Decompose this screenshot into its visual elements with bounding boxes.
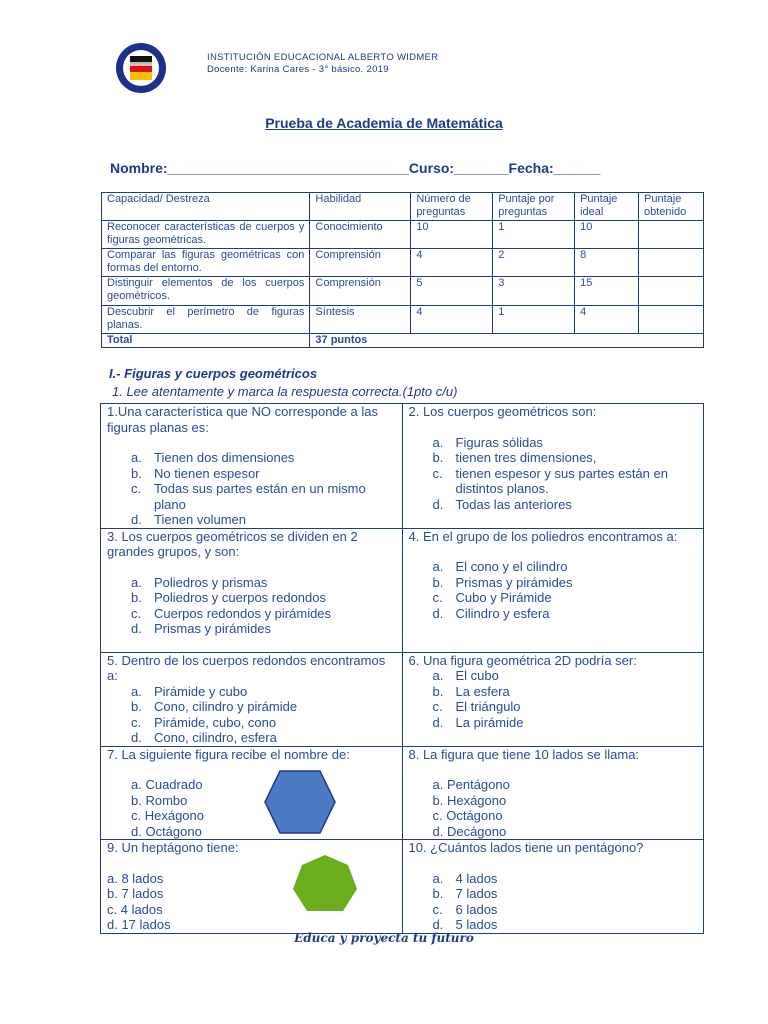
option-letter: b. xyxy=(432,886,444,901)
option-letter: b. xyxy=(131,699,142,714)
option-text: tienen tres dimensiones, xyxy=(455,450,597,465)
answer-option[interactable]: c. 4 lados xyxy=(107,901,163,917)
answer-option[interactable] xyxy=(409,575,698,591)
quiz-row xyxy=(101,404,704,529)
option-text: Cilindro y esfera xyxy=(455,605,550,621)
option-letter: d. xyxy=(432,714,444,730)
rubric-header-cell: Puntaje ideal xyxy=(575,193,639,221)
rubric-cell: Comparar las figuras geométricas con formas del entorno. xyxy=(102,249,310,277)
total-value: 37 puntos xyxy=(310,334,704,348)
rubric-header-cell: Habilidad xyxy=(310,193,411,221)
answer-option[interactable]: a. Cuadrado xyxy=(131,777,203,792)
school-logo xyxy=(115,42,167,94)
rubric-header-cell: Puntaje por preguntas xyxy=(493,193,575,221)
rubric-header-cell: Puntaje obtenido xyxy=(639,193,704,221)
question-4 xyxy=(402,528,704,652)
option-text: Prismas y pirámides xyxy=(154,621,272,636)
quiz-row xyxy=(101,652,704,746)
rubric-cell: 1 xyxy=(493,306,575,334)
rubric-cell: Distinguir elementos de los cuerpos geométricos. xyxy=(102,277,310,306)
rubric-cell: Conocimiento xyxy=(310,221,411,249)
rubric-cell: 8 xyxy=(575,249,639,277)
option-letter: a. xyxy=(432,559,444,574)
answer-option[interactable] xyxy=(409,886,698,902)
answer-option[interactable]: d. Decágono xyxy=(432,823,507,839)
answer-option[interactable] xyxy=(409,871,698,887)
answer-option[interactable] xyxy=(409,590,698,606)
rubric-cell: Comprensión xyxy=(310,249,411,277)
question-prompt: 4. En el grupo de los poliedros encontramos a: xyxy=(408,528,678,544)
rubric-row xyxy=(102,277,704,306)
question-prompt: 2. Los cuerpos geométricos son: xyxy=(408,404,597,419)
answer-option[interactable] xyxy=(107,466,396,482)
option-text: Pirámide, cubo, cono xyxy=(154,714,277,730)
option-letter: c. xyxy=(131,605,142,621)
answer-option[interactable] xyxy=(409,606,698,622)
answer-option[interactable] xyxy=(409,668,698,684)
question-prompt: 1.Una característica que NO corresponde a las figuras planas es: xyxy=(107,404,378,435)
answer-option[interactable]: c. Hexágono xyxy=(131,808,204,823)
answer-option[interactable]: b. Rombo xyxy=(131,792,188,808)
option-text: Tienen volumen xyxy=(154,512,247,527)
rubric-cell: Comprensión xyxy=(310,277,411,306)
option-text: Todas las anteriores xyxy=(455,496,572,512)
option-text: Tienen dos dimensiones xyxy=(154,450,295,465)
option-text: Cono, cilindro, esfera xyxy=(154,730,277,745)
answer-option[interactable] xyxy=(409,902,698,918)
question-prompt: 3. Los cuerpos geométricos se dividen en 2 grandes grupos, y son: xyxy=(107,528,358,559)
footer-motto: Educa y proyecta tu futuro xyxy=(294,931,474,945)
rubric-score-cell xyxy=(639,249,704,277)
section-instruction: 1. Lee atentamente y marca la respuesta correcta.(1pto c/u) xyxy=(112,384,458,399)
answer-option[interactable] xyxy=(409,715,698,731)
rubric-cell: Reconocer características de cuerpos y figuras geométricas. xyxy=(102,221,310,249)
answer-option[interactable]: b. Hexágono xyxy=(432,792,507,808)
rubric-cell: 4 xyxy=(411,249,493,277)
question-6 xyxy=(402,652,704,746)
question-5 xyxy=(101,652,403,746)
option-text: El cono y el cilindro xyxy=(455,559,568,574)
answer-option[interactable] xyxy=(107,715,396,731)
rubric-cell: 10 xyxy=(411,221,493,249)
option-text: tienen espesor y sus partes están en distintos planos. xyxy=(455,465,668,496)
option-letter: c. xyxy=(432,465,443,481)
rubric-cell: 3 xyxy=(493,277,575,306)
answer-option[interactable]: d. 17 lados xyxy=(107,917,171,932)
rubric-score-cell xyxy=(639,221,704,249)
rubric-table xyxy=(101,192,704,348)
option-text: Cono, cilindro y pirámide xyxy=(154,699,298,714)
question-10 xyxy=(402,840,704,934)
option-text: El triángulo xyxy=(455,699,521,714)
hexagon-figure xyxy=(263,770,337,834)
option-text: Todas sus partes están en un mismo plano xyxy=(154,481,366,512)
option-text: 6 lados xyxy=(455,901,498,917)
answer-option[interactable] xyxy=(107,512,396,528)
option-letter: b. xyxy=(432,574,444,590)
answer-option[interactable] xyxy=(409,450,698,466)
rubric-cell: Síntesis xyxy=(310,306,411,334)
answer-option[interactable] xyxy=(107,575,396,591)
option-letter: b. xyxy=(131,590,142,605)
heptagon-figure xyxy=(291,854,359,914)
teacher-line: Docente: Karina Cares - 3° básico. 2019 xyxy=(207,64,389,75)
option-text: Figuras sólidas xyxy=(455,434,543,450)
quiz-row xyxy=(101,528,704,652)
rubric-cell: 2 xyxy=(493,249,575,277)
question-prompt: 6. Una figura geométrica 2D podría ser: xyxy=(408,652,637,668)
rubric-cell: 4 xyxy=(575,306,639,334)
answer-option[interactable] xyxy=(107,590,396,606)
question-8 xyxy=(402,746,704,840)
rubric-cell: 4 xyxy=(411,306,493,334)
name-course-date-line: Nombre:_______________________________Curso:_______Fecha:______ xyxy=(110,160,601,176)
question-prompt: 9. Un heptágono tiene: xyxy=(107,840,239,855)
answer-option[interactable] xyxy=(409,559,698,575)
rubric-total-row xyxy=(102,334,704,348)
answer-option[interactable]: a. 8 lados xyxy=(107,870,164,886)
answer-option[interactable]: b. 7 lados xyxy=(107,886,164,901)
option-letter: c. xyxy=(432,699,443,714)
answer-option[interactable] xyxy=(107,684,396,700)
answer-option[interactable] xyxy=(107,450,396,466)
question-prompt: 8. La figura que tiene 10 lados se llama: xyxy=(408,746,640,762)
option-letter: a. xyxy=(131,683,142,699)
option-text: Prismas y pirámides xyxy=(455,574,573,590)
answer-option[interactable]: c. Octágono xyxy=(432,808,503,823)
answer-option[interactable] xyxy=(107,730,396,746)
option-letter: d. xyxy=(131,512,142,527)
option-letter: d. xyxy=(131,621,142,636)
answer-option[interactable]: a. Pentágono xyxy=(432,777,510,792)
option-letter: b. xyxy=(432,450,444,465)
question-1 xyxy=(101,404,403,529)
section-title: I.- Figuras y cuerpos geométricos xyxy=(109,366,318,381)
option-letter: c. xyxy=(432,590,443,605)
answer-option[interactable] xyxy=(409,684,698,700)
question-7 xyxy=(101,746,403,840)
option-text: Cubo y Pirámide xyxy=(455,590,552,605)
rubric-row xyxy=(102,306,704,334)
option-text: Poliedros y cuerpos redondos xyxy=(154,590,326,605)
question-prompt: 7. La siguiente figura recibe el nombre de: xyxy=(107,746,350,762)
option-letter: d. xyxy=(432,605,444,621)
option-text: Pirámide y cubo xyxy=(154,683,248,699)
question-9 xyxy=(101,840,403,934)
option-text: La esfera xyxy=(455,683,510,699)
rubric-score-cell xyxy=(639,277,704,306)
rubric-header-cell: Número de preguntas xyxy=(411,193,493,221)
option-letter: c. xyxy=(131,481,142,496)
option-letter: a. xyxy=(131,574,142,590)
rubric-cell: 10 xyxy=(575,221,639,249)
answer-option[interactable]: d. Octágono xyxy=(131,823,202,839)
option-text: La pirámide xyxy=(455,714,524,730)
rubric-score-cell xyxy=(639,306,704,334)
quiz-row xyxy=(101,840,704,934)
option-letter: b. xyxy=(432,683,444,699)
option-text: 5 lados xyxy=(455,917,498,932)
question-prompt: 5. Dentro de los cuerpos redondos encontramos a: xyxy=(107,652,386,683)
answer-option[interactable] xyxy=(107,606,396,622)
option-letter: d. xyxy=(432,496,444,512)
option-text: El cubo xyxy=(455,668,499,683)
quiz-table xyxy=(100,403,704,934)
option-text: No tienen espesor xyxy=(154,465,260,481)
rubric-row xyxy=(102,221,704,249)
rubric-row xyxy=(102,249,704,277)
rubric-cell: 1 xyxy=(493,221,575,249)
option-letter: a. xyxy=(432,870,444,886)
rubric-cell: Descubrir el perímetro de figuras planas. xyxy=(102,306,310,334)
rubric-header-row xyxy=(102,193,704,221)
question-3 xyxy=(101,528,403,652)
answer-option[interactable] xyxy=(409,435,698,451)
page-title: Prueba de Academia de Matemática xyxy=(265,115,503,131)
question-2 xyxy=(402,404,704,529)
option-letter: a. xyxy=(432,434,444,450)
option-text: Cuerpos redondos y pirámides xyxy=(154,605,332,621)
option-letter: d. xyxy=(432,917,444,932)
rubric-header-cell: Capacidad/ Destreza xyxy=(102,193,310,221)
answer-option[interactable] xyxy=(409,466,698,497)
option-letter: d. xyxy=(131,730,142,745)
option-letter: c. xyxy=(131,714,142,730)
option-letter: c. xyxy=(432,901,443,917)
answer-option[interactable] xyxy=(107,699,396,715)
option-text: Poliedros y prismas xyxy=(154,574,268,590)
option-text: 7 lados xyxy=(455,886,498,901)
total-label: Total xyxy=(102,334,310,348)
institution-name: INSTITUCIÓN EDUCACIONAL ALBERTO WIDMER xyxy=(207,52,439,63)
answer-option[interactable] xyxy=(409,699,698,715)
option-letter: a. xyxy=(131,450,142,465)
option-letter: b. xyxy=(131,465,142,481)
option-letter: a. xyxy=(432,668,444,683)
rubric-cell: 5 xyxy=(411,277,493,306)
rubric-cell: 15 xyxy=(575,277,639,306)
question-prompt: 10. ¿Cuántos lados tiene un pentágono? xyxy=(408,840,644,855)
answer-option[interactable] xyxy=(107,621,396,637)
answer-option[interactable] xyxy=(107,481,396,512)
option-text: 4 lados xyxy=(455,870,498,886)
answer-option[interactable] xyxy=(409,497,698,513)
quiz-row xyxy=(101,746,704,840)
